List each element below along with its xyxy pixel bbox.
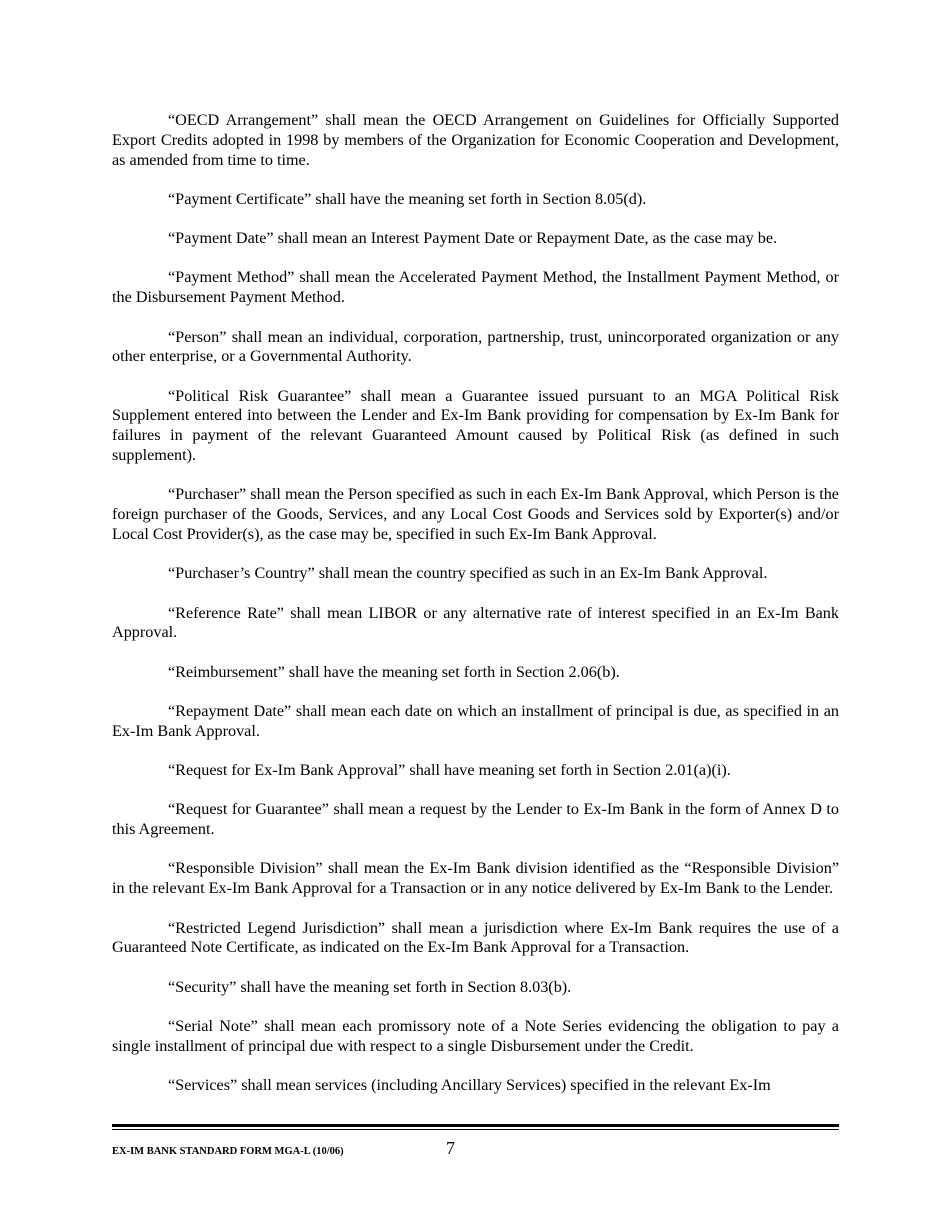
definition-paragraph: “Restricted Legend Jurisdiction” shall mean a jurisdiction where Ex-Im Bank requires the use of a Guaranteed Note Certificate, as indicated on the Ex-Im Bank Approval for a Transaction.	[112, 918, 839, 957]
footer-form-label: EX-IM BANK STANDARD FORM MGA-L (10/06)	[112, 1146, 344, 1157]
definition-paragraph: “Responsible Division” shall mean the Ex-Im Bank division identified as the “Responsible Division” in the relevant Ex-Im Bank Approval for a Transaction or in any notice delivered by Ex-Im Bank to the Lender.	[112, 859, 839, 898]
definition-paragraph: “Request for Ex-Im Bank Approval” shall have meaning set forth in Section 2.01(a)(i).	[168, 761, 731, 780]
definition-paragraph: “Repayment Date” shall mean each date on which an installment of principal is due, as specified in an Ex-Im Bank Approval.	[112, 701, 839, 740]
definitions-body	[112, 111, 839, 1115]
definition-paragraph: “Payment Certificate” shall have the meaning set forth in Section 8.05(d).	[168, 189, 647, 208]
page-number: 7	[446, 1138, 455, 1158]
definition-paragraph: “Payment Date” shall mean an Interest Payment Date or Repayment Date, as the case may be.	[168, 229, 778, 248]
footer-rule-thin	[112, 1129, 839, 1130]
definition-paragraph: “Reimbursement” shall have the meaning set forth in Section 2.06(b).	[168, 662, 620, 681]
definition-paragraph: “Political Risk Guarantee” shall mean a Guarantee issued pursuant to an MGA Political Risk Supplement entered into between the Lender and Ex-Im Bank providing for compensation by Ex-Im Bank for failures in payment of the relevant Guaranteed Amount caused by Political Risk (as defined in such supplement).	[112, 386, 839, 465]
definition-paragraph: “Person” shall mean an individual, corporation, partnership, trust, unincorporated organization or any other enterprise, or a Governmental Authority.	[112, 327, 839, 366]
definition-paragraph: “Security” shall have the meaning set forth in Section 8.03(b).	[168, 977, 572, 996]
definition-paragraph: “Payment Method” shall mean the Accelerated Payment Method, the Installment Payment Method, or the Disbursement Payment Method.	[112, 268, 839, 307]
definition-paragraph: “Request for Guarantee” shall mean a request by the Lender to Ex-Im Bank in the form of Annex D to this Agreement.	[112, 800, 839, 839]
footer-rule-thick	[112, 1124, 839, 1127]
definition-paragraph: “Services” shall mean services (including Ancillary Services) specified in the relevant Ex-Im	[168, 1076, 771, 1094]
definition-paragraph: “Reference Rate” shall mean LIBOR or any alternative rate of interest specified in an Ex-Im Bank Approval.	[112, 603, 839, 642]
definition-paragraph: “OECD Arrangement” shall mean the OECD Arrangement on Guidelines for Officially Supported Export Credits adopted in 1998 by members of the Organization for Economic Cooperation and Development, as amended from time to time.	[112, 111, 839, 169]
definition-paragraph: “Purchaser’s Country” shall mean the country specified as such in an Ex-Im Bank Approval.	[168, 564, 768, 583]
definition-paragraph: “Serial Note” shall mean each promissory note of a Note Series evidencing the obligation to pay a single installment of principal due with respect to a single Disbursement under the Credit.	[112, 1016, 839, 1055]
definition-paragraph: “Purchaser” shall mean the Person specified as such in each Ex-Im Bank Approval, which Person is the foreign purchaser of the Goods, Services, and any Local Cost Goods and Services sold by Exporter(s) and/or Local Cost Provider(s), as the case may be, specified in such Ex-Im Bank Approval.	[112, 485, 839, 543]
